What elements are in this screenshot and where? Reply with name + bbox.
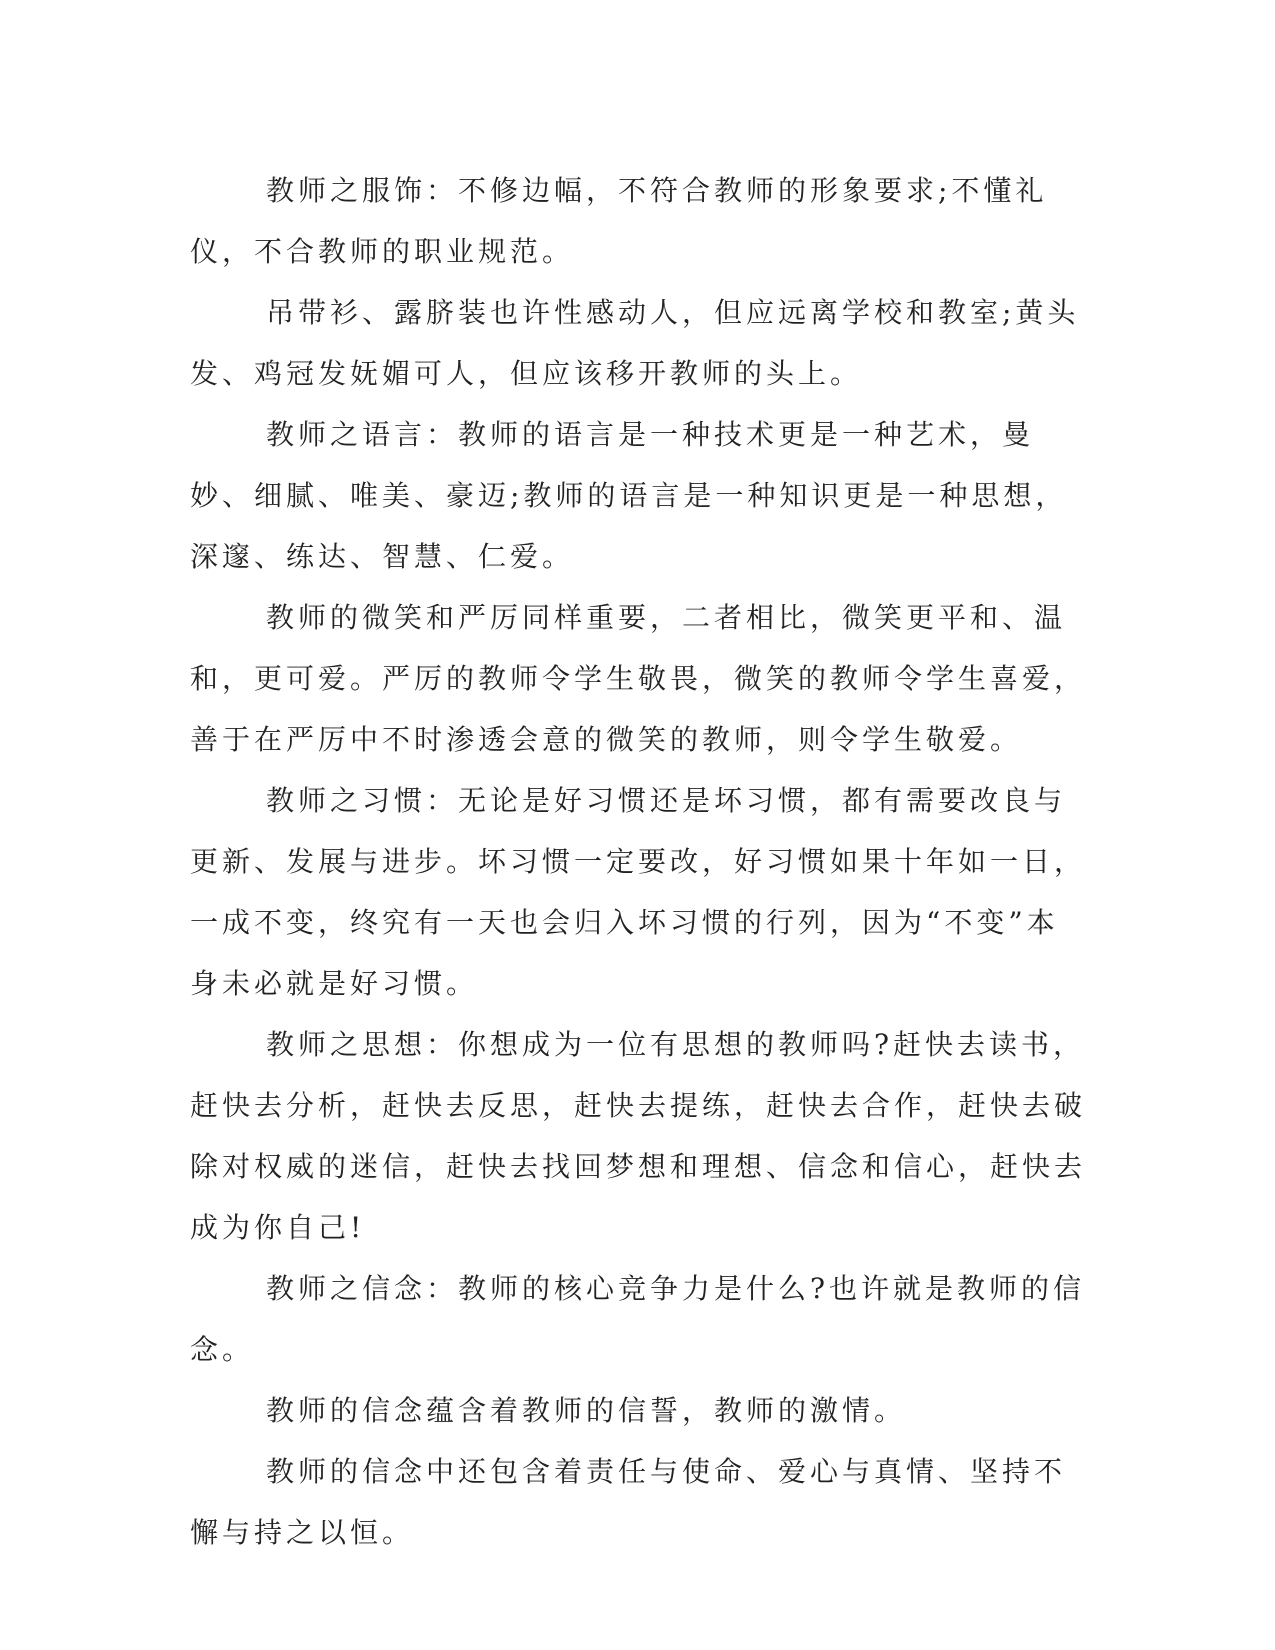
paragraph-belief: 教师之信念：教师的核心竞争力是什么?也许就是教师的信念。 (190, 1272, 1086, 1366)
paragraph-thought: 教师之思想：你想成为一位有思想的教师吗?赶快去读书，赶快去分析，赶快去反思，赶快去提练，赶快去合作，赶快去破除对权威的迷信，赶快去找回梦想和理想、信念和信心，赶快去成为你自己! (190, 1028, 1087, 1244)
paragraph-smile: 教师的微笑和严厉同样重要，二者相比，微笑更平和、温和，更可爱。严厉的教师令学生敬畏，微笑的教师令学生喜爱，善于在严厉中不时渗透会意的微笑的教师，则令学生敬爱。 (190, 601, 1087, 756)
paragraph-clothing-detail: 吊带衫、露脐装也许性感动人，但应远离学校和教室;黄头发、鸡冠发妩媚可人，但应该移开教师的头上。 (190, 296, 1080, 390)
paragraph-language: 教师之语言：教师的语言是一种技术更是一种艺术，曼妙、细腻、唯美、豪迈;教师的语言是一种知识更是一种思想，深邃、练达、智慧、仁爱。 (190, 418, 1068, 573)
paragraph-belief-responsibility: 教师的信念中还包含着责任与使命、爱心与真情、坚持不懈与持之以恒。 (190, 1455, 1067, 1549)
paragraph-belief-passion: 教师的信念蕴含着教师的信誓，教师的激情。 (266, 1394, 907, 1427)
paragraph-clothing: 教师之服饰：不修边幅，不符合教师的形象要求;不懂礼仪，不合教师的职业规范。 (190, 174, 1048, 268)
paragraph-habits: 教师之习惯：无论是好习惯还是坏习惯，都有需要改良与更新、发展与进步。坏习惯一定要改，好习惯如果十年如一日，一成不变，终究有一天也会归入坏习惯的行列，因为“不变”本身未必就是好习惯。 (190, 784, 1087, 1000)
document-body (190, 160, 1090, 1563)
